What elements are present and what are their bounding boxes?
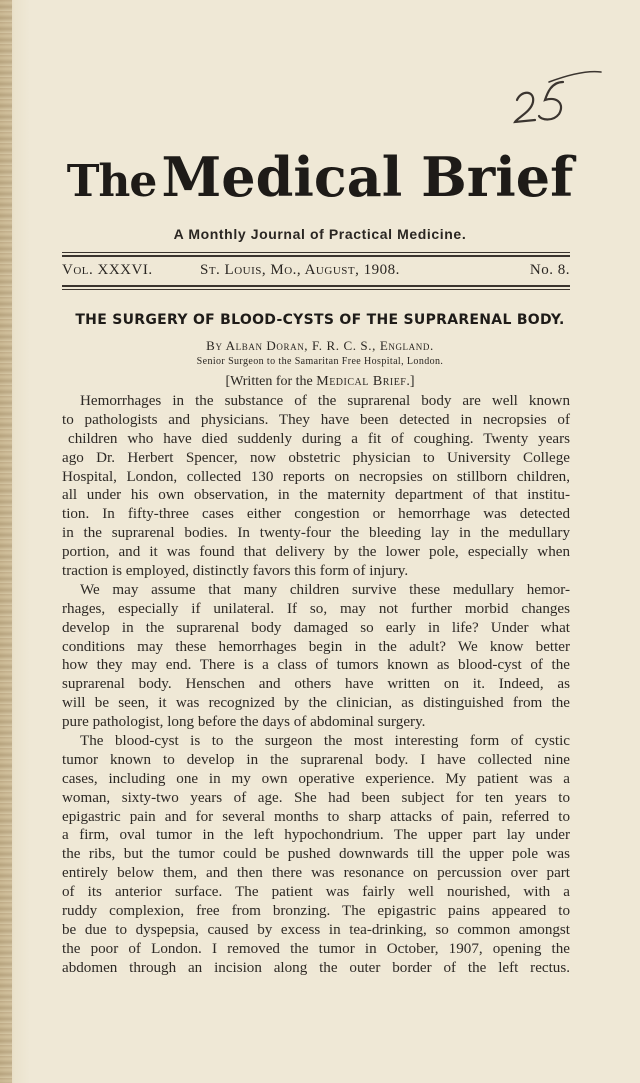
article-byline: By Alban Doran, F. R. C. S., England.	[206, 338, 434, 353]
body-line: abdomen through an incision along the outer border of the left rectus.	[62, 959, 570, 976]
body-line: the ribs, but the tumor could be pushed downwards till the upper pole was	[62, 846, 570, 863]
body-line: to pathologists and physicians. They have been detected in necropsies of	[62, 411, 570, 428]
body-line: portion, and it was found that delivery by the lower pole, especially when	[62, 544, 570, 561]
body-line: The blood-cyst is to the surgeon the most interesting form of cystic	[80, 733, 570, 750]
body-line: ruddy complexion, free from bronzing. The epigastric pains appeared to	[62, 903, 570, 920]
body-line: ago Dr. Herbert Spencer, now obstetric physician to University College	[62, 449, 570, 466]
body-line: epigastric pain and for several months to sharp attacks of pain, referred to	[62, 808, 570, 825]
bottom-rule-thick	[62, 285, 570, 287]
note-suffix: .]	[406, 374, 415, 389]
top-rule-thick	[62, 255, 570, 257]
body-line: in the suprarenal bodies. In twenty-four the bleeding lay in the medullary	[62, 525, 570, 542]
article-body	[62, 392, 570, 978]
body-line: children who have died suddenly during a fit of coughing. Twenty years	[68, 430, 570, 447]
article-title: THE SURGERY OF BLOOD-CYSTS OF THE SUPRARENAL BODY.	[75, 312, 565, 328]
handwritten-page-number	[505, 60, 605, 130]
body-line: Hemorrhages in the substance of the suprarenal body are well known	[80, 393, 570, 409]
body-line: a firm, oval tumor in the left hypochondrium. The upper part lay under	[62, 827, 570, 844]
body-line: entirely below them, and then there was resonance on percussion over part	[62, 865, 570, 882]
issue-place-date: St. Louis, Mo., August, 1908.	[200, 262, 400, 278]
issue-number: No. 8.	[529, 262, 570, 278]
journal-masthead	[0, 145, 640, 209]
body-line: Hospital, London, collected 130 reports on necropsies on stillborn children,	[62, 468, 570, 485]
body-line: cases, including one in my own operative experience. My patient was a	[62, 770, 570, 787]
body-line: will be seen, it was recognized by the clinician, as distinguished from the	[62, 695, 570, 712]
journal-subtitle: A Monthly Journal of Practical Medicine.	[173, 226, 467, 242]
issue-line	[62, 262, 570, 280]
note-journal: Medical Brief	[316, 374, 407, 389]
body-line: all under his own observation, in the maternity department of that institu-	[62, 487, 570, 504]
bottom-rule-thin	[62, 289, 570, 290]
body-line: tion. In fifty-three cases either congestion or hemorrhage was detected	[62, 506, 570, 523]
body-line: We may assume that many children survive these medullary hemor-	[80, 581, 570, 598]
issue-volume: Vol. XXXVI.	[62, 262, 153, 278]
body-line: of its anterior surface. The patient was fairly well nourished, with a	[62, 884, 570, 901]
masthead-title: Medical Brief	[161, 145, 574, 209]
body-line: develop in the suprarenal body damaged so early in life? Under what	[62, 619, 570, 636]
author-affiliation: Senior Surgeon to the Samaritan Free Hospital, London.	[196, 356, 444, 367]
masthead-the: The	[66, 156, 157, 207]
written-for-note	[0, 374, 640, 390]
body-line: suprarenal body. Henschen and others have written on it. Indeed, as	[62, 676, 570, 693]
body-line: the poor of London. I removed the tumor in October, 1907, opening the	[62, 940, 570, 957]
body-line: be due to dyspepsia, caused by excess in tea-drinking, so common amongst	[62, 921, 570, 938]
body-line: how they may end. There is a class of tumors known as blood-cyst of the	[62, 657, 570, 674]
body-line: traction is employed, distinctly favors this form of injury.	[62, 563, 409, 580]
body-line: woman, sixty-two years of age. She had been subject for ten years to	[62, 789, 570, 806]
body-line: tumor known to develop in the suprarenal body. I have collected nine	[62, 751, 570, 768]
note-prefix: [Written for the	[225, 374, 317, 389]
body-line: rhages, especially if unilateral. If so, may not further morbid changes	[62, 600, 570, 617]
top-rule-thin	[62, 252, 570, 253]
body-line: conditions may these hemorrhages begin in the adult? We know better	[62, 638, 570, 655]
body-line: pure pathologist, long before the days of abdominal surgery.	[62, 714, 426, 731]
